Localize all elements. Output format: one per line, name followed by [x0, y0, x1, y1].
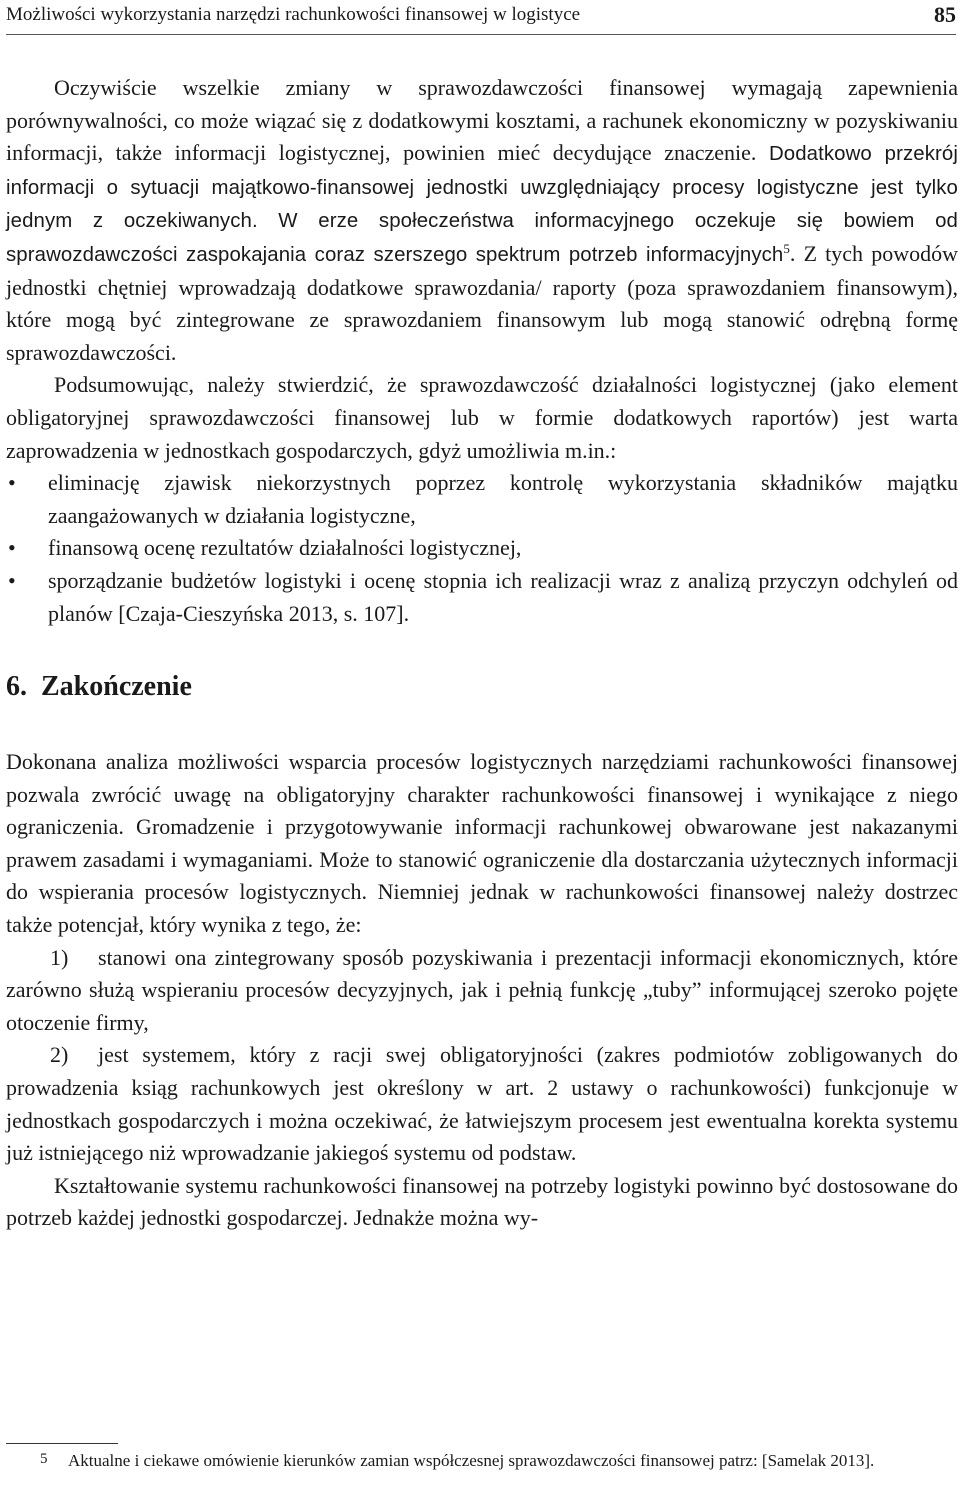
bullet-icon: • [8, 567, 16, 593]
paragraph-conclusion: Dokonana analiza możliwości wsparcia procesów logistycznych narzędziami rachunkowości finansowej pozwala zwrócić uwagę na obligatoryjny charakter rachunkowości finansowej i wynikające z niego ograniczenia. Gromadzenie i przygotowywanie informacji rachunkowej obwarowane jest nakazanymi prawem zasadami i wymaganiami. Może to stanowić ograniczenie dla dostarczania użytecznych informacji do wspierania procesów logistycznych. Niemniej jednak w rachunkowości finansowej należy dostrzec także potencjał, który wynika z tego, że: [6, 749, 958, 938]
footnote-reference[interactable]: 5 [783, 240, 790, 256]
bullet-icon: • [8, 535, 16, 561]
page-number: 85 [934, 2, 956, 27]
enumerated-item [6, 1039, 958, 1169]
main-text [6, 72, 958, 1235]
list-item-text: sporządzanie budżetów logistyki i ocenę stopnia ich realizacji wraz z analizą przyczyn odchyleń od planów [Czaja-Cieszyńska 2013, s. 107]. [48, 567, 958, 626]
paragraph-final: Kształtowanie systemu rachunkowości finansowej na potrzeby logistyki powinno być dostosowane do potrzeb każdej jednostki gospodarczej. Jednakże można wy- [6, 1172, 958, 1231]
enumerated-text: jest systemem, który z racji swej obligatoryjności (zakres podmiotów zobligowanych do prowadzenia ksiąg rachunkowych jest określony w art. 2 ustawy o rachunkowości) funkcjonuje w jednostkach gospodarczych i można oczekiwać, że łatwiejszym procesem jest ewentualna korekta systemu już istniejącego niż wprowadzanie jakiegoś systemu od podstaw. [6, 1042, 958, 1166]
list-item [6, 532, 958, 565]
footnote [6, 1447, 958, 1473]
paragraph-summary: Podsumowując, należy stwierdzić, że sprawozdawczość działalności logistycznej (jako element obligatoryjnej sprawozdawczości finansowej lub w formie dodatkowych raportów) jest warta zaprowadzenia w jednostkach gospodarczych, gdyż umożliwia m.in.: [6, 372, 958, 463]
section-heading [6, 670, 958, 704]
paragraph-comparability-part-1: Oczywiście wszelkie zmiany w sprawozdawczości finansowej wymagają zapewnienia porównywalności, co może wiązać się z dodatkowymi kosztami, a rachunek ekonomiczny w pozyskiwaniu informacji, także informacji logistycznej, powinien mieć decydujące znaczenie. [6, 75, 958, 166]
paragraph-comparability-part-2: Dodatkowo przekrój informacji o sytuacji majątkowo-finansowej jednostki uwzględniający procesy logistyczne jest tylko jednym z oczekiwanych. W erze społeczeństwa informacyjnego oczekuje się bowiem od sprawozdawczości zaspokajania coraz szerszego spektrum potrzeb informacyjnych [6, 143, 958, 266]
enumerated-marker: 1) [50, 944, 69, 970]
enumerated-item [6, 942, 958, 1040]
list-item-text: eliminację zjawisk niekorzystnych poprzez kontrolę wykorzystania składników majątku zaangażowanych w działania logistyczne, [48, 470, 958, 528]
paragraph-comparability [6, 72, 958, 369]
enumerated-text: stanowi ona zintegrowany sposób pozyskiwania i prezentacji informacji ekonomicznych, które zarówno służą wspieraniu procesów decyzyjnych, jak i pełnią funkcję „tuby” informującej szeroko pojęte otoczenie firmy, [6, 944, 958, 1035]
list-item [6, 467, 958, 532]
bullet-icon: • [8, 470, 16, 496]
footnote-number: 5 [40, 1451, 48, 1467]
section-number: 6. [6, 671, 27, 703]
benefits-list [6, 467, 958, 630]
enumerated-marker: 2) [50, 1042, 69, 1068]
list-item-text: finansową ocenę rezultatów działalności logistycznej, [48, 535, 522, 561]
paragraph-comparability-part-3: . Z tych powodów jednostki chętniej wprowadzają dodatkowe sprawozdania/ raporty (poza sprawozdaniem finansowym), które mogą być zintegrowane ze sprawozdaniem finansowym lub mogą stanowić odrębną formę sprawozdawczości. [6, 240, 958, 365]
running-title: Możliwości wykorzystania narzędzi rachunkowości finansowej w logistyce [6, 4, 581, 25]
section-title: Zakończenie [41, 671, 192, 703]
footnote-divider [6, 1443, 118, 1444]
list-item [6, 565, 958, 630]
running-header [6, 0, 956, 35]
footnote-text: Aktualne i ciekawe omówienie kierunków zamian współczesnej sprawozdawczości finansowej patrz: [Samelak 2013]. [68, 1451, 875, 1470]
